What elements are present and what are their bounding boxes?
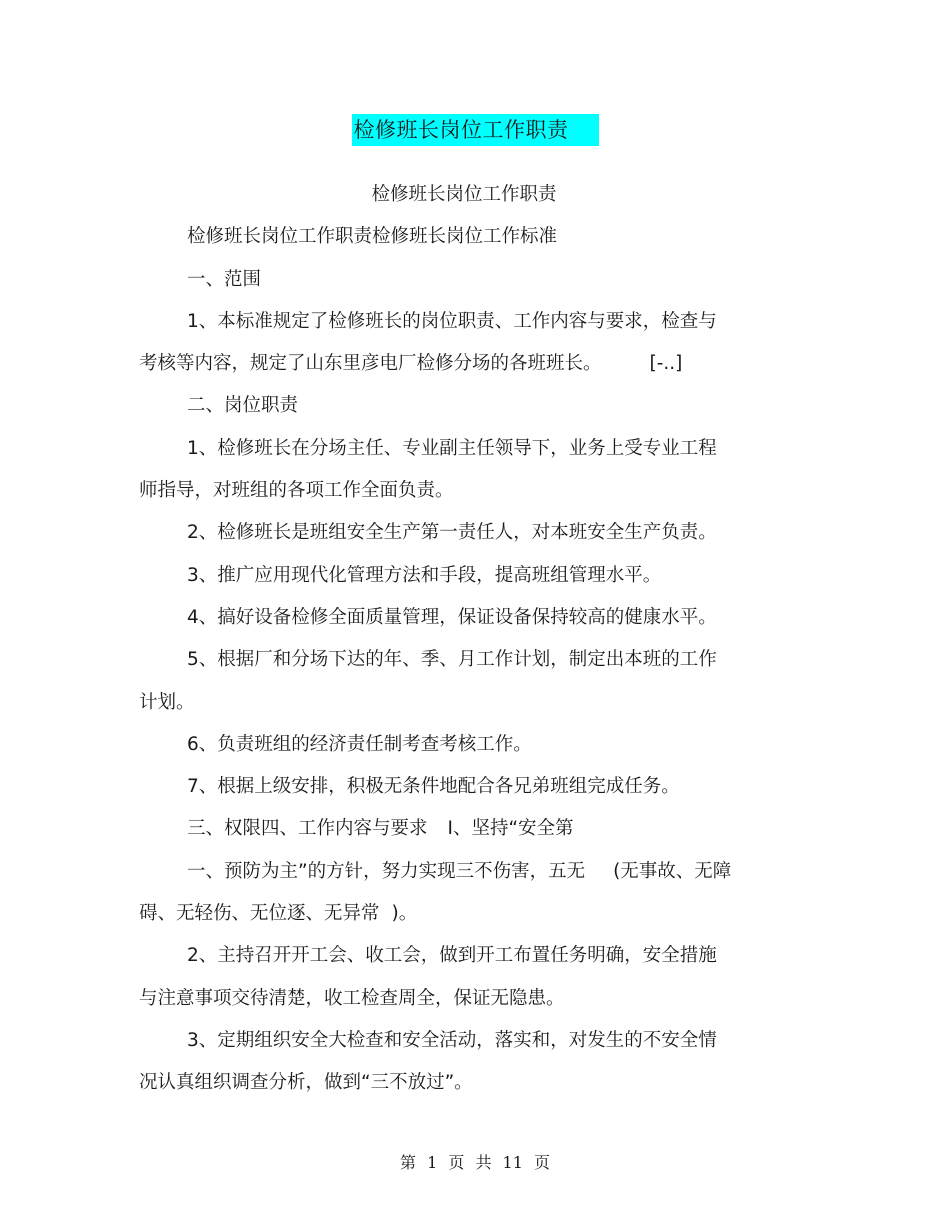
title-container [0, 114, 950, 146]
paragraph-line: 与注意事项交待清楚，收工检查周全，保证无隐患。 [139, 987, 565, 1009]
highlighted-title: 检修班长岗位工作职责 [352, 114, 599, 146]
paragraph-line: 3、推广应用现代化管理方法和手段，提高班组管理水平。 [187, 564, 662, 586]
paragraph-line: 1、检修班长在分场主任、专业副主任领导下，业务上受专业工程 [187, 437, 717, 459]
section-heading: 一、范围 [187, 268, 262, 290]
section-heading-text: 三、权限四、工作内容与要求 [187, 818, 428, 840]
paragraph-line: 2、检修班长是班组安全生产第一责任人，对本班安全生产负责。 [187, 522, 717, 544]
paragraph-text: 碍、无轻伤、无位逐、无异常 [139, 903, 380, 925]
ellipsis-marker: [-..] [649, 353, 683, 375]
paragraph-line [139, 343, 819, 385]
paragraph-line: 5、根据厂和分场下达的年、季、月工作计划，制定出本班的工作 [187, 649, 717, 671]
paragraph-line: 6、负责班组的经济责任制考查考核工作。 [187, 733, 532, 755]
paragraph-line: 4、搞好设备检修全面质量管理，保证设备保持较高的健康水平。 [187, 606, 717, 628]
page-footer: 第 1 页 共 11 页 [400, 1153, 550, 1172]
paragraph-text: I、坚持“安全第 [447, 818, 574, 840]
paragraph-text: )。 [391, 903, 418, 925]
document-body [139, 174, 819, 1105]
paragraph-line [139, 851, 819, 893]
paragraph-line: 计划。 [139, 691, 195, 713]
paragraph-text: 考核等内容，规定了山东里彦电厂检修分场的各班班长。 [139, 353, 602, 375]
paragraph-line: 1、本标准规定了检修班长的岗位职责、工作内容与要求，检查与 [187, 310, 717, 332]
paragraph-line [139, 893, 819, 935]
paragraph-text: 一、预防为主”的方针，努力实现三不伤害，五无 [187, 860, 586, 882]
paragraph-line: 3、定期组织安全大检查和安全活动，落实和，对发生的不安全情 [187, 1029, 717, 1051]
paragraph-line [139, 808, 819, 850]
paragraph-line: 况认真组织调查分析，做到“三不放过”。 [139, 1072, 473, 1094]
paragraph-line: 7、根据上级安排，积极无条件地配合各兄弟班组完成任务。 [187, 776, 680, 798]
subheading: 检修班长岗位工作职责检修班长岗位工作标准 [187, 226, 558, 248]
paragraph-line: 2、主持召开开工会、收工会，做到开工布置任务明确，安全措施 [187, 945, 717, 967]
section-heading: 二、岗位职责 [187, 395, 299, 417]
paragraph-text: (无事故、无障 [613, 860, 732, 882]
paragraph-line: 师指导，对班组的各项工作全面负责。 [139, 480, 454, 502]
heading: 检修班长岗位工作职责 [371, 184, 557, 205]
